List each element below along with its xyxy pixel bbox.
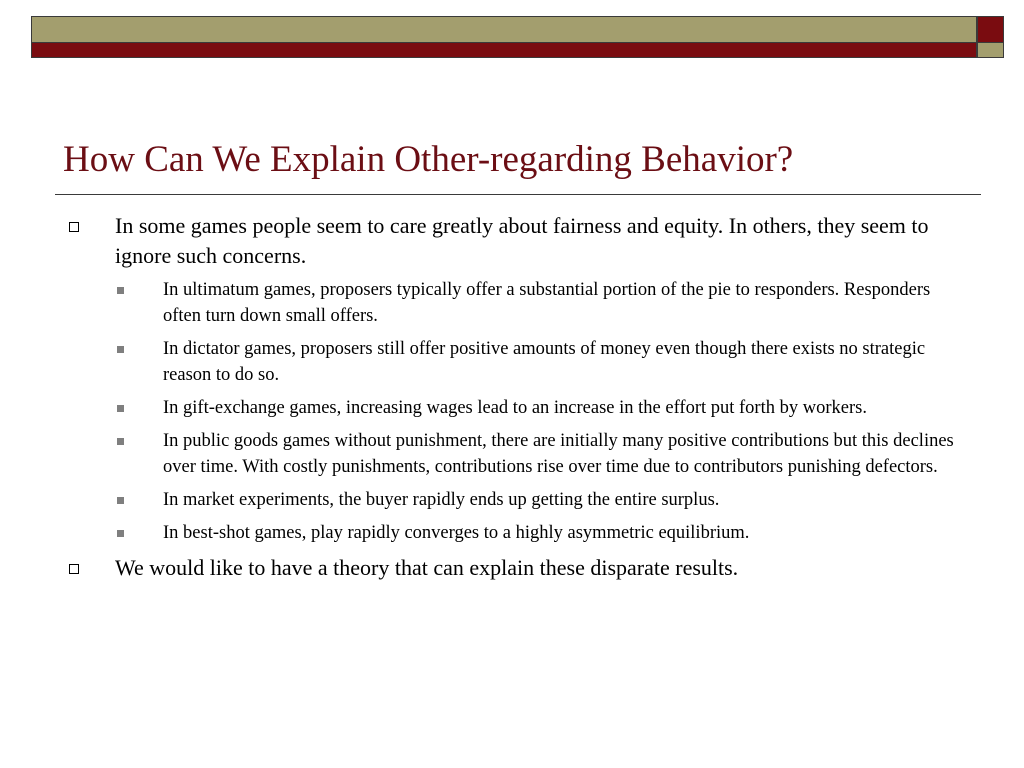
sub-bullet-text: In market experiments, the buyer rapidly ends up getting the entire surplus. [163, 490, 720, 510]
hollow-square-icon [69, 222, 79, 232]
sub-bullet-item [63, 395, 963, 421]
sub-bullet-item [63, 428, 963, 480]
sub-bullet-item [63, 277, 963, 329]
filled-square-icon [117, 405, 124, 412]
bullet-item [63, 553, 963, 583]
sub-bullet-item [63, 336, 963, 388]
sub-bullet-item [63, 520, 963, 546]
filled-square-icon [117, 438, 124, 445]
header-square-olive [977, 42, 1004, 58]
filled-square-icon [117, 497, 124, 504]
header-bar-olive [31, 16, 977, 43]
title-underline [55, 194, 981, 195]
bullet-text: In some games people seem to care greatly about fairness and equity. In others, they seem to ignore such concerns. [115, 213, 929, 268]
header-bar-maroon [31, 42, 977, 58]
sub-bullet-text: In public goods games without punishment, there are initially many positive contributions but this declines over time. With costly punishments, contributions rise over time due to contributors punishing defectors. [163, 431, 954, 477]
filled-square-icon [117, 530, 124, 537]
sub-bullet-list [63, 277, 963, 546]
slide-title: How Can We Explain Other-regarding Behavior? [63, 139, 794, 180]
slide-body [63, 211, 963, 588]
filled-square-icon [117, 287, 124, 294]
sub-bullet-text: In gift-exchange games, increasing wages lead to an increase in the effort put forth by workers. [163, 398, 867, 418]
sub-bullet-text: In best-shot games, play rapidly converges to a highly asymmetric equilibrium. [163, 523, 750, 543]
bullet-text: We would like to have a theory that can explain these disparate results. [115, 555, 739, 580]
bullet-item [63, 211, 963, 271]
sub-bullet-item [63, 487, 963, 513]
header-square-maroon [977, 16, 1004, 43]
hollow-square-icon [69, 564, 79, 574]
sub-bullet-text: In ultimatum games, proposers typically offer a substantial portion of the pie to responders. Responders often turn down small offers. [163, 280, 931, 326]
sub-bullet-text: In dictator games, proposers still offer positive amounts of money even though there exists no strategic reason to do so. [163, 339, 926, 385]
filled-square-icon [117, 346, 124, 353]
